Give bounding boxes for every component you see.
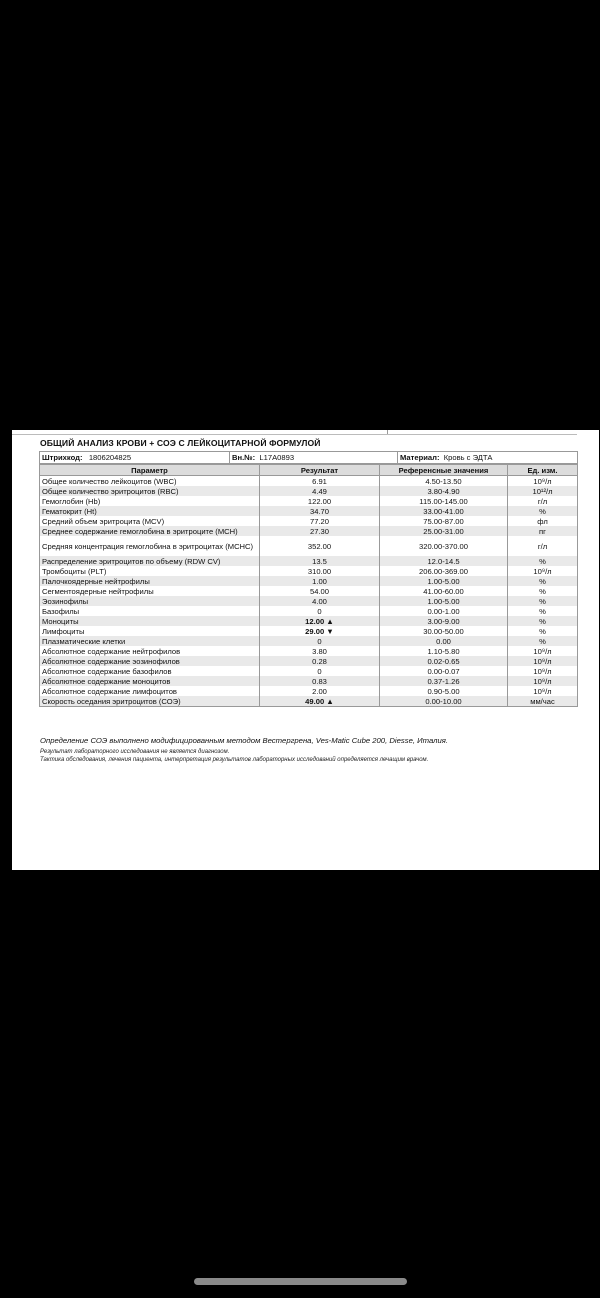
barcode-cell: Штрихкод: 1806204825 bbox=[40, 452, 230, 464]
result-cell-low: 29.00 ▼ bbox=[260, 626, 380, 636]
unit-cell: 10⁹/л bbox=[508, 566, 578, 576]
result-cell: 1.00 bbox=[260, 576, 380, 586]
table-row bbox=[40, 616, 578, 626]
reference-cell: 1.10-5.80 bbox=[380, 646, 508, 656]
unit-cell: пг bbox=[508, 526, 578, 536]
result-cell: 13.5 bbox=[260, 556, 380, 566]
column-header-unit: Ед. изм. bbox=[508, 465, 578, 476]
unit-cell: % bbox=[508, 636, 578, 646]
param-cell: Эозинофилы bbox=[40, 596, 260, 606]
unit-cell: % bbox=[508, 556, 578, 566]
table-row bbox=[40, 666, 578, 676]
reference-cell: 0.00-10.00 bbox=[380, 696, 508, 707]
unit-cell: фл bbox=[508, 516, 578, 526]
table-row bbox=[40, 496, 578, 506]
unit-cell: % bbox=[508, 606, 578, 616]
result-cell: 0 bbox=[260, 666, 380, 676]
table-row bbox=[40, 576, 578, 586]
table-row bbox=[40, 506, 578, 516]
param-cell: Распределение эритроцитов по объему (RDW CV) bbox=[40, 556, 260, 566]
param-cell: Тромбоциты (PLT) bbox=[40, 566, 260, 576]
cropped-previous-section bbox=[12, 430, 577, 435]
result-cell: 2.00 bbox=[260, 686, 380, 696]
sample-info-table bbox=[39, 451, 578, 464]
result-cell: 0 bbox=[260, 606, 380, 616]
unit-cell: 10⁹/л bbox=[508, 666, 578, 676]
param-cell: Средняя концентрация гемоглобина в эритроцитах (МСНС) bbox=[40, 536, 260, 556]
result-cell-high: 12.00 ▲ bbox=[260, 616, 380, 626]
reference-cell: 25.00-31.00 bbox=[380, 526, 508, 536]
result-cell: 4.49 bbox=[260, 486, 380, 496]
table-row bbox=[40, 646, 578, 656]
param-cell: Абсолютное содержание нейтрофилов bbox=[40, 646, 260, 656]
reference-cell: 3.80-4.90 bbox=[380, 486, 508, 496]
result-cell: 54.00 bbox=[260, 586, 380, 596]
result-cell: 6.91 bbox=[260, 476, 380, 487]
result-cell: 0.83 bbox=[260, 676, 380, 686]
column-header-reference: Референсные значения bbox=[380, 465, 508, 476]
param-cell: Гемоглобин (Hb) bbox=[40, 496, 260, 506]
table-row bbox=[40, 566, 578, 576]
result-cell: 122.00 bbox=[260, 496, 380, 506]
result-cell: 27.30 bbox=[260, 526, 380, 536]
table-row bbox=[40, 556, 578, 566]
reference-cell: 0.00-1.00 bbox=[380, 606, 508, 616]
esr-method-note: Определение СОЭ выполнено модифицированным методом Вестергрена, Ves-Matic Cube 200, Diesse, Италия. bbox=[40, 736, 448, 745]
reference-cell: 320.00-370.00 bbox=[380, 536, 508, 556]
result-cell: 77.20 bbox=[260, 516, 380, 526]
unit-cell: 10⁹/л bbox=[508, 646, 578, 656]
table-row bbox=[40, 626, 578, 636]
unit-cell: % bbox=[508, 596, 578, 606]
result-cell: 352.00 bbox=[260, 536, 380, 556]
table-row bbox=[40, 606, 578, 616]
table-row bbox=[40, 636, 578, 646]
reference-cell: 0.00-0.07 bbox=[380, 666, 508, 676]
unit-cell: % bbox=[508, 506, 578, 516]
param-cell: Абсолютное содержание эозинофилов bbox=[40, 656, 260, 666]
reference-cell: 30.00-50.00 bbox=[380, 626, 508, 636]
home-indicator[interactable] bbox=[194, 1278, 407, 1285]
reference-cell: 41.00-60.00 bbox=[380, 586, 508, 596]
result-cell: 310.00 bbox=[260, 566, 380, 576]
result-cell: 4.00 bbox=[260, 596, 380, 606]
table-row bbox=[40, 476, 578, 487]
reference-cell: 0.90-5.00 bbox=[380, 686, 508, 696]
unit-cell: 10⁹/л bbox=[508, 656, 578, 666]
ext-number-cell: Вн.№: L17A0893 bbox=[230, 452, 398, 464]
param-cell: Средний объем эритроцита (MCV) bbox=[40, 516, 260, 526]
result-cell: 0 bbox=[260, 636, 380, 646]
unit-cell: % bbox=[508, 576, 578, 586]
result-cell-high: 49.00 ▲ bbox=[260, 696, 380, 707]
material-cell: Материал: Кровь с ЭДТА bbox=[398, 452, 578, 464]
table-row bbox=[40, 696, 578, 707]
param-cell: Среднее содержание гемоглобина в эритроците (MCH) bbox=[40, 526, 260, 536]
reference-cell: 12.0-14.5 bbox=[380, 556, 508, 566]
table-row bbox=[40, 526, 578, 536]
reference-cell: 115.00-145.00 bbox=[380, 496, 508, 506]
param-cell: Плазматические клетки bbox=[40, 636, 260, 646]
param-cell: Абсолютное содержание базофилов bbox=[40, 666, 260, 676]
reference-cell: 4.50-13.50 bbox=[380, 476, 508, 487]
reference-cell: 206.00-369.00 bbox=[380, 566, 508, 576]
param-cell: Гематокрит (Ht) bbox=[40, 506, 260, 516]
param-cell: Лимфоциты bbox=[40, 626, 260, 636]
table-row bbox=[40, 586, 578, 596]
table-row bbox=[40, 596, 578, 606]
unit-cell: 10⁹/л bbox=[508, 686, 578, 696]
results-table bbox=[39, 464, 578, 707]
reference-cell: 0.37-1.26 bbox=[380, 676, 508, 686]
table-row bbox=[40, 686, 578, 696]
param-cell: Общее количество эритроцитов (RBC) bbox=[40, 486, 260, 496]
results-header-row bbox=[40, 465, 578, 476]
reference-cell: 1.00-5.00 bbox=[380, 576, 508, 586]
result-cell: 34.70 bbox=[260, 506, 380, 516]
unit-cell: 10⁹/л bbox=[508, 476, 578, 487]
ext-number-value: L17A0893 bbox=[259, 453, 295, 462]
param-cell: Сегментоядерные нейтрофилы bbox=[40, 586, 260, 596]
report-title: ОБЩИЙ АНАЛИЗ КРОВИ + СОЭ С ЛЕЙКОЦИТАРНОЙ ФОРМУЛОЙ bbox=[40, 438, 321, 448]
column-header-result: Результат bbox=[260, 465, 380, 476]
table-row bbox=[40, 536, 578, 556]
lab-report-page bbox=[12, 430, 599, 870]
unit-cell: % bbox=[508, 616, 578, 626]
param-cell: Моноциты bbox=[40, 616, 260, 626]
disclaimer-diagnosis: Результат лабораторного исследования не является диагнозом. bbox=[40, 749, 230, 755]
barcode-value: 1806204825 bbox=[88, 453, 132, 462]
reference-cell: 3.00-9.00 bbox=[380, 616, 508, 626]
reference-cell: 0.02-0.65 bbox=[380, 656, 508, 666]
param-cell: Абсолютное содержание лимфоцитов bbox=[40, 686, 260, 696]
result-cell: 3.80 bbox=[260, 646, 380, 656]
table-row bbox=[40, 486, 578, 496]
unit-cell: % bbox=[508, 626, 578, 636]
unit-cell: г/л bbox=[508, 536, 578, 556]
table-row bbox=[40, 516, 578, 526]
table-row bbox=[40, 656, 578, 666]
unit-cell: 10¹²/л bbox=[508, 486, 578, 496]
unit-cell: 10⁹/л bbox=[508, 676, 578, 686]
material-value: Кровь с ЭДТА bbox=[443, 453, 493, 462]
table-row bbox=[40, 676, 578, 686]
reference-cell: 75.00-87.00 bbox=[380, 516, 508, 526]
reference-cell: 1.00-5.00 bbox=[380, 596, 508, 606]
result-cell: 0.28 bbox=[260, 656, 380, 666]
param-cell: Базофилы bbox=[40, 606, 260, 616]
unit-cell: мм/час bbox=[508, 696, 578, 707]
disclaimer-interpretation: Тактика обследования, лечения пациента, интерпретация результатов лабораторных исследований определяется лечащим врачом. bbox=[40, 757, 429, 763]
unit-cell: г/л bbox=[508, 496, 578, 506]
unit-cell: % bbox=[508, 586, 578, 596]
param-cell: Общее количество лейкоцитов (WBC) bbox=[40, 476, 260, 487]
reference-cell: 33.00-41.00 bbox=[380, 506, 508, 516]
param-cell: Абсолютное содержание моноцитов bbox=[40, 676, 260, 686]
param-cell: Палочкоядерные нейтрофилы bbox=[40, 576, 260, 586]
reference-cell: 0.00 bbox=[380, 636, 508, 646]
param-cell: Скорость оседания эритроцитов (СОЭ) bbox=[40, 696, 260, 707]
column-header-parameter: Параметр bbox=[40, 465, 260, 476]
